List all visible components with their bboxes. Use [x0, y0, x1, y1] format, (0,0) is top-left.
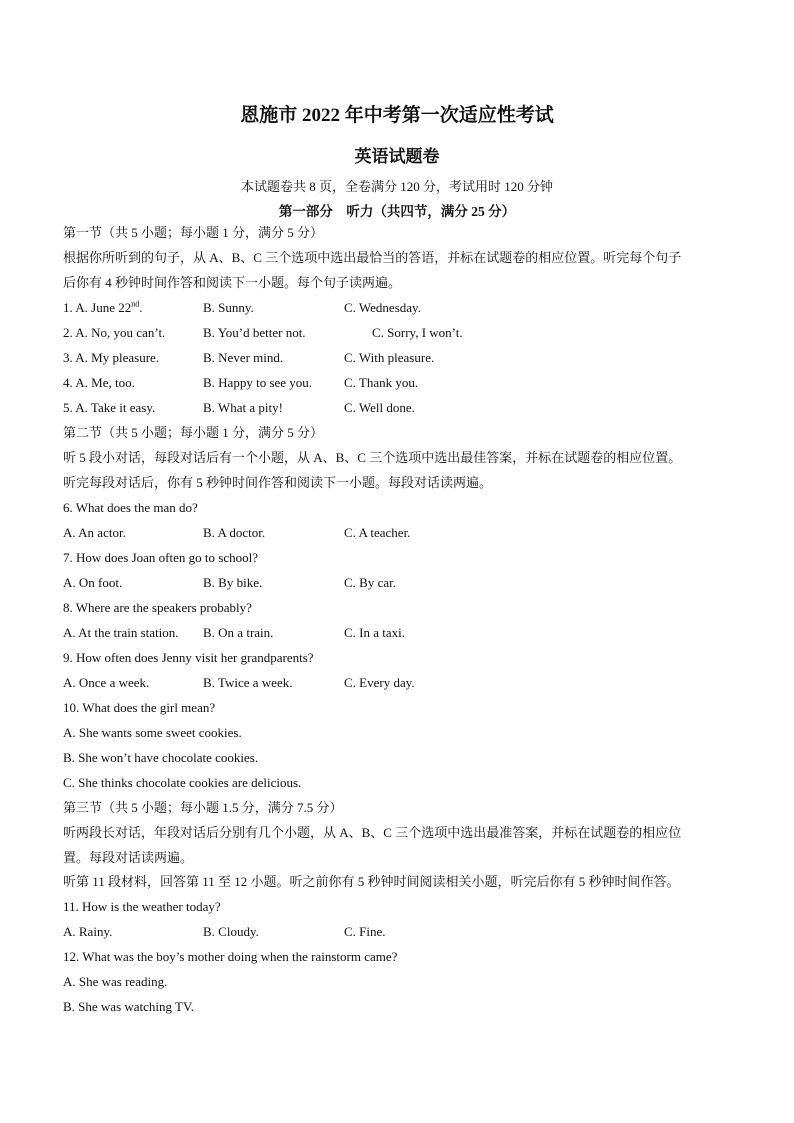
q7-question: 7. How does Joan often go to school? [63, 550, 258, 565]
q11-option-a: A. Rainy. [63, 924, 113, 939]
part-heading: 第一部分 听力（共四节，满分 25 分） [278, 204, 516, 219]
q5-option-a: 5. A. Take it easy. [63, 400, 156, 415]
q10-option-c: C. She thinks chocolate cookies are delicious. [63, 775, 302, 790]
q1-option-a-sup: nd [131, 299, 140, 309]
q3-option-b: B. Never mind. [203, 350, 284, 365]
section2-instructions-2: 听完每段对话后，你有 5 秒钟时间作答和阅读下一小题。每段对话读两遍。 [63, 475, 493, 490]
q5-option-b: B. What a pity! [203, 400, 283, 415]
q1-option-a-end: . [139, 300, 143, 315]
q12-question: 12. What was the boy’s mother doing when the rainstorm came? [63, 949, 398, 964]
section3-instructions-2: 置。每段对话读两遍。 [63, 850, 194, 865]
q2-option-b: B. You’d better not. [203, 325, 306, 340]
section1-instructions-2: 后你有 4 秒钟时间作答和阅读下一小题。每个句子读两遍。 [63, 275, 402, 290]
q10-option-a: A. She wants some sweet cookies. [63, 725, 242, 740]
q10-question: 10. What does the girl mean? [63, 700, 216, 715]
q3-option-a: 3. A. My pleasure. [63, 350, 160, 365]
q12-option-a: A. She was reading. [63, 974, 168, 989]
q4-option-a: 4. A. Me, too. [63, 375, 135, 390]
exam-subtitle: 英语试题卷 [354, 147, 440, 166]
q9-option-b: B. Twice a week. [203, 675, 293, 690]
q6-option-c: C. A teacher. [344, 525, 411, 540]
section1-instructions-1: 根据你所听到的句子，从 A、B、C 三个选项中选出最恰当的答语，并标在试题卷的相应位置。听完每个句子 [63, 250, 682, 265]
q1-option-c: C. Wednesday. [344, 300, 421, 315]
q10-option-b: B. She won’t have chocolate cookies. [63, 750, 259, 765]
exam-info: 本试题卷共 8 页，全卷满分 120 分，考试用时 120 分钟 [240, 179, 553, 194]
q1-option-b: B. Sunny. [203, 300, 254, 315]
q7-option-a: A. On foot. [63, 575, 123, 590]
q8-question: 8. Where are the speakers probably? [63, 600, 252, 615]
q5-option-c: C. Well done. [344, 400, 415, 415]
q7-option-c: C. By car. [344, 575, 396, 590]
q11-question: 11. How is the weather today? [63, 899, 221, 914]
section3-instructions-3: 听第 11 段材料，回答第 11 至 12 小题。听之前你有 5 秒钟时间阅读相关小题，听完后你有 5 秒钟时间作答。 [63, 874, 680, 889]
q12-option-b: B. She was watching TV. [63, 999, 194, 1014]
section3-instructions-1: 听两段长对话，年段对话后分别有几个小题，从 A、B、C 三个选项中选出最准答案，并标在试题卷的相应位 [63, 825, 682, 840]
q9-option-a: A. Once a week. [63, 675, 150, 690]
q1-option-a [63, 300, 143, 316]
q11-option-b: B. Cloudy. [203, 924, 259, 939]
q4-option-b: B. Happy to see you. [203, 375, 313, 390]
q7-option-b: B. By bike. [203, 575, 263, 590]
q2-option-c: C. Sorry, I won’t. [372, 325, 463, 340]
q3-option-c: C. With pleasure. [344, 350, 435, 365]
q9-question: 9. How often does Jenny visit her grandparents? [63, 650, 314, 665]
section1-heading: 第一节（共 5 小题；每小题 1 分，满分 5 分） [63, 225, 324, 240]
q6-question: 6. What does the man do? [63, 500, 198, 515]
section2-instructions-1: 听 5 段小对话，每段对话后有一个小题，从 A、B、C 三个选项中选出最佳答案，并标在试题卷的相应位置。 [63, 450, 682, 465]
q9-option-c: C. Every day. [344, 675, 415, 690]
q6-option-b: B. A doctor. [203, 525, 266, 540]
section2-heading: 第二节（共 5 小题；每小题 1 分，满分 5 分） [63, 425, 324, 440]
exam-title: 恩施市 2022 年中考第一次适应性考试 [240, 105, 554, 126]
q8-option-a: A. At the train station. [63, 625, 179, 640]
section3-heading: 第三节（共 5 小题；每小题 1.5 分，满分 7.5 分） [63, 800, 343, 815]
q1-option-a-text: 1. A. June 22 [63, 300, 132, 315]
q6-option-a: A. An actor. [63, 525, 126, 540]
q8-option-c: C. In a taxi. [344, 625, 406, 640]
q8-option-b: B. On a train. [203, 625, 274, 640]
q11-option-c: C. Fine. [344, 924, 386, 939]
q4-option-c: C. Thank you. [344, 375, 419, 390]
q2-option-a: 2. A. No, you can’t. [63, 325, 166, 340]
